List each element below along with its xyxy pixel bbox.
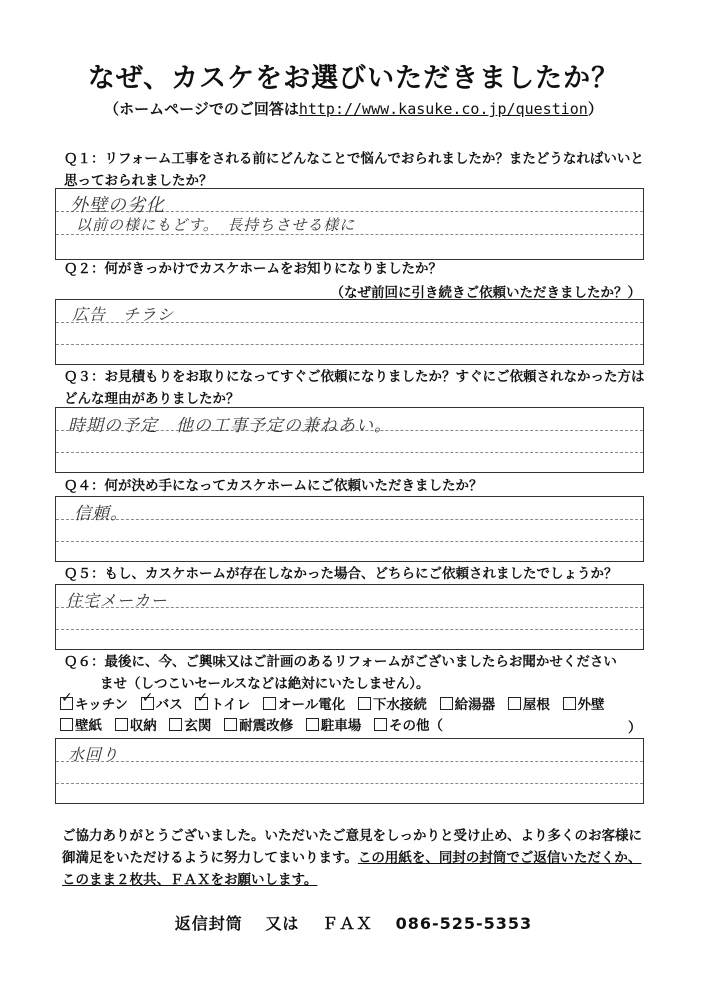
question-4-text: 何が決め手になってカスケホームにご依頼いただきましたか？: [104, 478, 483, 494]
checkbox-sewer[interactable]: [358, 697, 371, 710]
checkbox-entrance[interactable]: [169, 718, 182, 731]
checkbox-all-electric[interactable]: [263, 697, 276, 710]
option-sewer[interactable]: 下水接続: [358, 695, 427, 716]
option-earthquake-retrofit[interactable]: 耐震改修: [224, 716, 293, 737]
answer-2-text: 広告 チラシ: [72, 305, 175, 324]
page-subtitle: [0, 98, 707, 119]
checkbox-kitchen[interactable]: [60, 690, 73, 710]
interest-options: [60, 690, 650, 737]
answer-box-3[interactable]: [55, 407, 644, 473]
option-wallpaper[interactable]: 壁紙: [60, 716, 102, 737]
or-label: 又は: [265, 914, 300, 933]
question-2-label: Ｑ２：: [64, 261, 105, 277]
checkbox-toilet[interactable]: [195, 690, 209, 710]
closing-message: [62, 825, 652, 891]
question-6-text: 最後に、今、ご興味又はご計画のあるリフォームがございましたらお聞かせください: [104, 654, 617, 670]
check-mark-icon: ✓: [196, 690, 209, 706]
option-entrance[interactable]: 玄関: [169, 716, 211, 737]
answer-6-text: 水回り: [68, 745, 120, 764]
question-5-label: Ｑ５：: [64, 566, 105, 582]
answer-1-line-1: 外壁の劣化: [70, 195, 165, 216]
option-storage[interactable]: 収納: [115, 716, 157, 737]
option-kitchen[interactable]: ✓ キッチン: [61, 690, 129, 713]
return-envelope-label: 返信封筒: [174, 914, 243, 933]
question-6-text-2: ませ（しつこいセールスなどは絶対にいたしません）。: [100, 676, 430, 692]
checkbox-wallpaper[interactable]: [60, 718, 73, 731]
question-4: [64, 475, 654, 497]
answer-box-5[interactable]: [55, 584, 644, 650]
checkbox-storage[interactable]: [115, 718, 128, 731]
question-2: [64, 258, 654, 280]
closing-text: ご協力ありがとうございました。いただいたご意見をしっかりと受け止め、より多くのお客様に御満足をいただけるように努力してまいります。: [62, 828, 642, 866]
answer-box-1[interactable]: [55, 188, 644, 260]
checkbox-roof[interactable]: [508, 697, 521, 710]
answer-3-text: 時期の予定 他の工事予定の兼ねあい。: [68, 416, 392, 436]
question-4-label: Ｑ４：: [64, 478, 105, 494]
question-3-label: Ｑ３：: [64, 369, 105, 385]
question-2-text: 何がきっかけでカスケホームをお知りになりましたか？: [104, 261, 442, 277]
page-title: なぜ、カスケをお選びいただきましたか？: [87, 63, 620, 94]
option-toilet[interactable]: ✓ トイレ: [196, 690, 251, 713]
question-1-text: リフォーム工事をされる前にどんなことで悩んでおられましたか？またどうなればいいと思っておられましたか？: [64, 151, 644, 189]
subtitle-suffix: ）: [587, 100, 603, 118]
question-3-text: お見積もりをお取りになってすぐご依頼になりましたか？すぐにご依頼されなかった方はどんな理由がありましたか？: [64, 369, 645, 407]
answer-box-2[interactable]: [55, 299, 644, 365]
checkbox-other[interactable]: [374, 718, 387, 731]
option-other[interactable]: その他（: [374, 716, 443, 737]
option-parking[interactable]: 駐車場: [306, 716, 362, 737]
checkbox-exterior-wall[interactable]: [563, 697, 576, 710]
checkbox-parking[interactable]: [306, 718, 319, 731]
option-roof[interactable]: 屋根: [508, 695, 550, 716]
option-exterior-wall[interactable]: 外壁: [563, 695, 605, 716]
question-1-label: Ｑ１：: [64, 151, 105, 167]
other-close-paren: ）: [628, 720, 642, 736]
question-6: [64, 651, 654, 673]
footer-contact: [0, 911, 707, 934]
fax-label: ＦＡＸ: [321, 914, 373, 933]
question-url-link[interactable]: http://www.kasuke.co.jp/question: [298, 100, 588, 118]
fax-number: 086-525-5353: [395, 914, 533, 933]
question-3: [64, 366, 654, 410]
question-6-label: Ｑ６：: [64, 654, 105, 670]
answer-box-6[interactable]: [55, 738, 644, 804]
question-1: [64, 148, 654, 192]
answer-5-text: 住宅メーカー: [66, 591, 168, 610]
check-mark-icon: ✓: [61, 690, 73, 706]
subtitle-prefix: （ホームページでのご回答は: [104, 100, 299, 118]
option-all-electric[interactable]: オール電化: [263, 695, 345, 716]
checkbox-water-heater[interactable]: [440, 697, 453, 710]
answer-1-line-2: 以前の様にもどす。 長持ちさせる様に: [76, 216, 356, 234]
closing-instruction: この用紙を、同封の封筒でご返信いただくか、このまま２枚共、ＦＡＸをお願いします。: [62, 850, 642, 888]
option-bath[interactable]: ✓ バス: [141, 690, 183, 713]
answer-4-text: 信頼。: [74, 504, 128, 524]
question-5: [64, 563, 654, 585]
answer-box-4[interactable]: [55, 496, 644, 562]
checkbox-bath[interactable]: [141, 690, 154, 710]
check-mark-icon: ✓: [141, 690, 154, 706]
question-5-text: もし、カスケホームが存在しなかった場合、どちらにご依頼されましたでしょうか？: [104, 566, 618, 582]
question-2-subtext: （なぜ前回に引き続きご依頼いただきましたか？）: [330, 285, 641, 301]
checkbox-earthquake-retrofit[interactable]: [224, 718, 237, 731]
option-water-heater[interactable]: 給湯器: [440, 695, 496, 716]
